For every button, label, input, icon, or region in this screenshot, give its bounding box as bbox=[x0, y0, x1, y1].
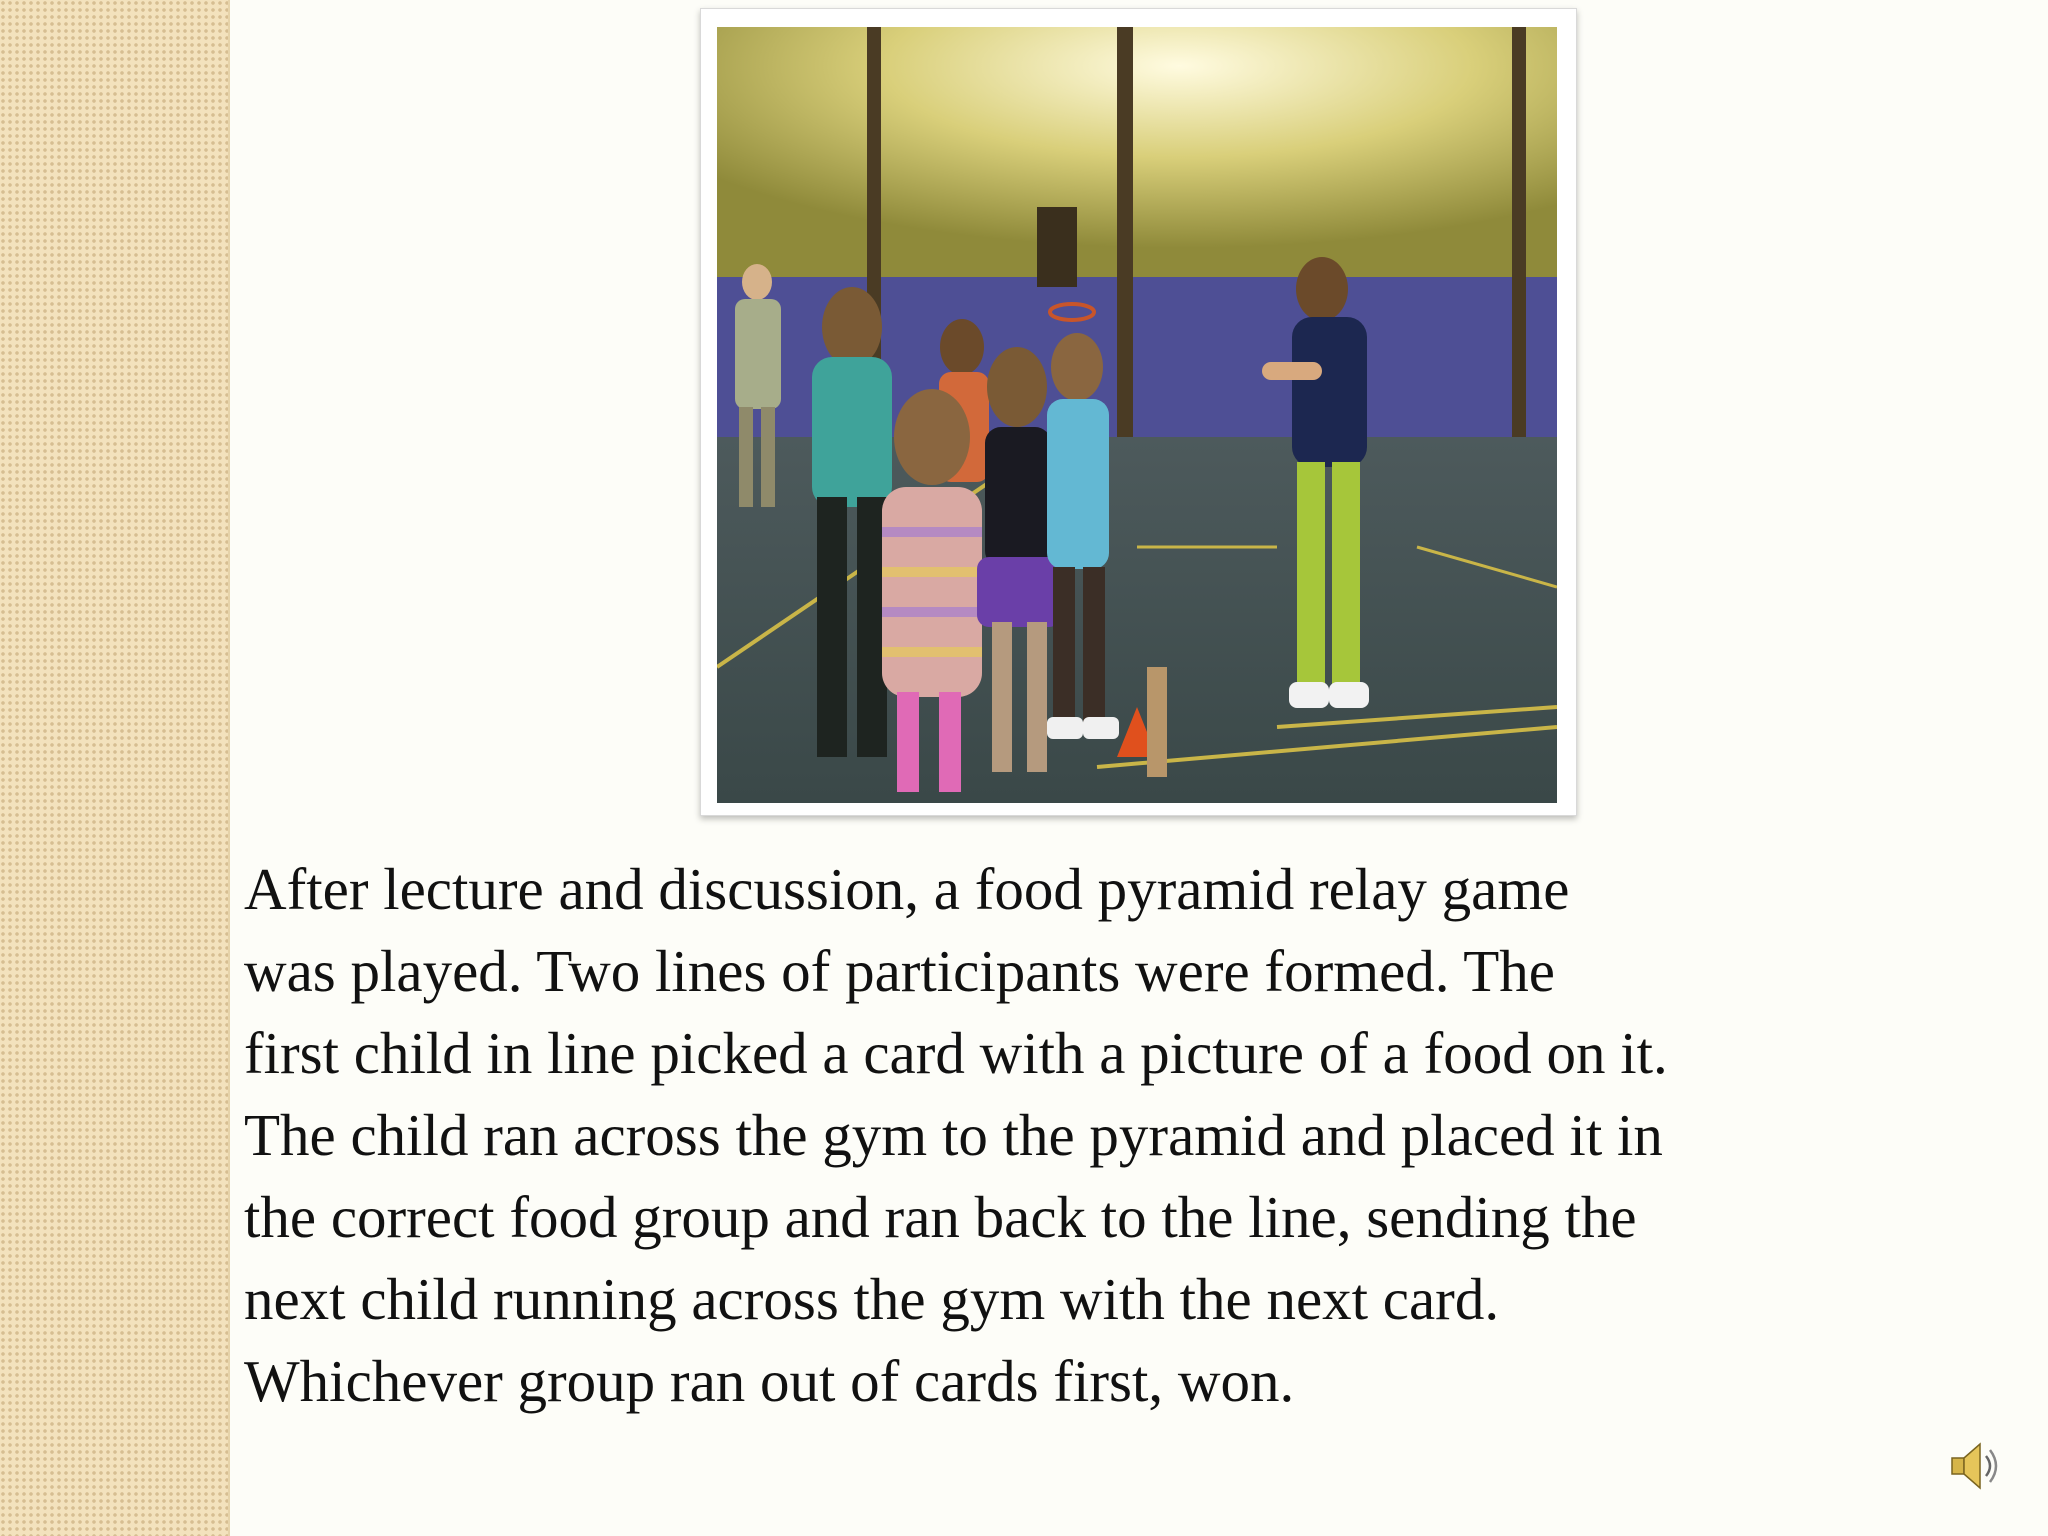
speaker-icon[interactable] bbox=[1948, 1436, 2004, 1496]
slide-photo bbox=[700, 8, 1577, 816]
gym-photo-illustration bbox=[717, 27, 1557, 803]
slide-body-text: After lecture and discussion, a food pyramid relay game was played. Two lines of participants were formed. The first child in line picked a card with a picture of a food on it. The child ran across the gym to the pyramid and placed it in the correct food group and ran back to the line, sending the next child running across the gym with the next card. Whichever group ran out of cards first, won. bbox=[244, 856, 1668, 1414]
decorative-side-band bbox=[0, 0, 230, 1536]
